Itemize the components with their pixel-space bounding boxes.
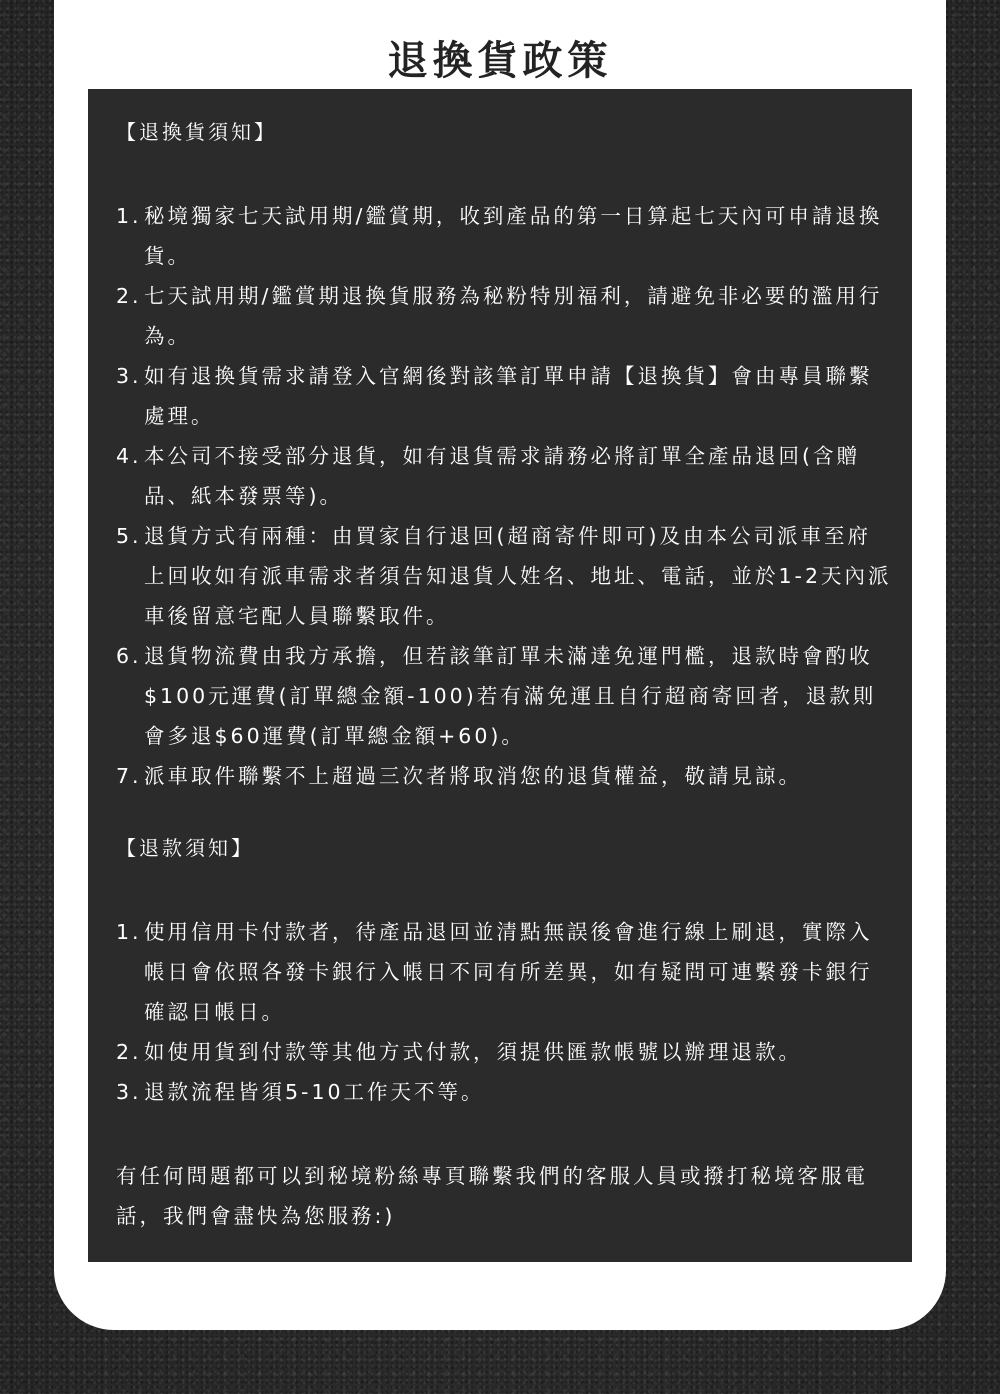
item-text: 秘境獨家七天試用期/鑑賞期，收到產品的第一日算起七天內可申請退換貨。 — [144, 204, 883, 268]
item-number: 1. — [116, 204, 142, 228]
item-number: 3. — [116, 364, 142, 388]
item-number: 4. — [116, 444, 142, 468]
return-item-3 — [116, 356, 892, 436]
refund-item-3 — [116, 1072, 892, 1112]
item-number: 6. — [116, 644, 142, 668]
item-text: 退貨物流費由我方承擔，但若該筆訂單未滿達免運門檻，退款時會酌收$100元運費(訂單總金額-100)若有滿免運且自行超商寄回者，退款則會多退$60運費(訂單總金額+60)。 — [144, 644, 877, 748]
item-text: 退款流程皆須5-10工作天不等。 — [144, 1080, 485, 1104]
item-number: 1. — [116, 920, 142, 944]
item-text: 退貨方式有兩種：由買家自行退回(超商寄件即可)及由本公司派車至府上回收如有派車需求者須告知退貨人姓名、地址、電話，並於1-2天內派車後留意宅配人員聯繫取件。 — [144, 524, 892, 628]
return-item-6 — [116, 636, 892, 756]
return-item-5 — [116, 516, 892, 636]
policy-panel — [88, 89, 912, 1262]
item-text: 七天試用期/鑑賞期退換貨服務為秘粉特別福利，請避免非必要的濫用行為。 — [144, 284, 883, 348]
item-number: 2. — [116, 284, 142, 308]
refund-item-2 — [116, 1032, 892, 1072]
item-text: 本公司不接受部分退貨，如有退貨需求請務必將訂單全產品退回(含贈品、紙本發票等)。 — [144, 444, 860, 508]
contact-footer-text: 有任何問題都可以到秘境粉絲專頁聯繫我們的客服人員或撥打秘境客服電話，我們會盡快為您服務:) — [116, 1164, 868, 1228]
refund-item-1 — [116, 912, 892, 1032]
item-text: 使用信用卡付款者，待產品退回並清點無誤後會進行線上刷退，實際入帳日會依照各發卡銀行入帳日不同有所差異，如有疑問可連繫發卡銀行確認日帳日。 — [144, 920, 873, 1024]
return-section-heading: 【退換貨須知】 — [116, 120, 277, 144]
return-item-4 — [116, 436, 892, 516]
return-item-7 — [116, 756, 892, 796]
item-number: 3. — [116, 1080, 142, 1104]
refund-section-heading: 【退款須知】 — [116, 836, 254, 860]
item-text: 如使用貨到付款等其他方式付款，須提供匯款帳號以辦理退款。 — [144, 1040, 802, 1064]
return-item-2 — [116, 276, 892, 356]
item-text: 派車取件聯繫不上超過三次者將取消您的退貨權益，敬請見諒。 — [144, 764, 802, 788]
page-title: 退換貨政策 — [387, 37, 613, 84]
return-item-1 — [116, 196, 892, 276]
item-text: 如有退換貨需求請登入官網後對該筆訂單申請【退換貨】會由專員聯繫處理。 — [144, 364, 873, 428]
return-policy-list — [116, 196, 892, 796]
refund-policy-list — [116, 912, 892, 1112]
item-number: 7. — [116, 764, 142, 788]
item-number: 5. — [116, 524, 142, 548]
item-number: 2. — [116, 1040, 142, 1064]
